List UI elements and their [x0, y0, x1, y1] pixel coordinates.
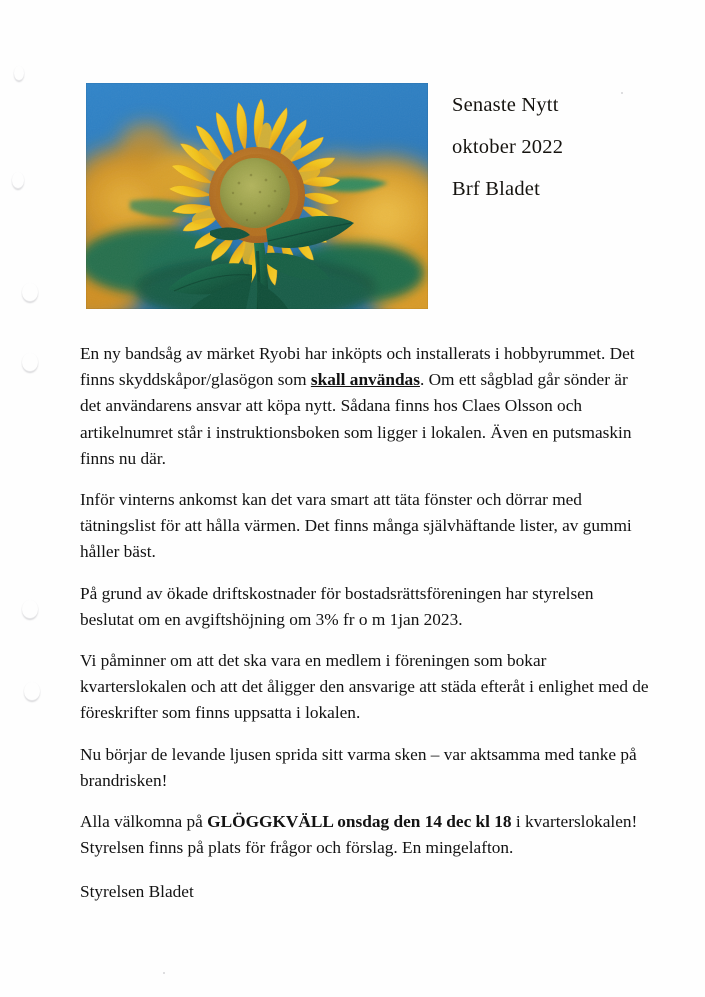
header-line-publication: Brf Bladet: [452, 178, 540, 200]
scan-artifact: [12, 172, 24, 189]
paragraph-candle-fire-safety: Nu börjar de levande ljusen sprida sitt varma sken – var aktsamma med tanke på brandrisken!: [80, 744, 637, 790]
header-line-date: oktober 2022: [452, 136, 564, 158]
paragraph-common-room-booking: Vi påminner om att det ska vara en medlem i föreningen som bokar kvarterslokalen och att det åligger den ansvarige att städa efteråt i enlighet med de föreskrifter som finns uppsatta i lokalen.: [80, 651, 649, 723]
paragraph-gloggkvall-invitation: [80, 809, 650, 861]
emphasis-skall-anvandas: skall användas: [310, 370, 420, 390]
document-header: [452, 84, 692, 210]
paragraph-winter-sealing: Inför vinterns ankomst kan det vara smart att täta fönster och dörrar med tätningslist för att hålla värmen. Det finns många självhäftande lister, av gummi håller bäst.: [80, 490, 632, 562]
scan-artifact: [22, 283, 38, 302]
header-line-title: Senaste Nytt: [452, 94, 559, 116]
scan-artifact: [14, 66, 24, 81]
scan-artifact: [22, 600, 38, 619]
signature-line: Styrelsen Bladet: [80, 882, 194, 902]
sunflower-illustration: [86, 83, 428, 309]
sunflower-photo: [86, 83, 428, 309]
scan-artifact: [24, 682, 40, 701]
scan-speck: [163, 972, 165, 974]
emphasis-gloggkvall-details: GLÖGGKVÄLL onsdag den 14 dec kl 18: [207, 812, 512, 832]
paragraph-bandsaw: [80, 341, 650, 472]
document-body: [80, 341, 650, 906]
scan-artifact: [22, 353, 38, 372]
paragraph-bandsaw-part2: . Om ett sågblad går sönder är det användarens ansvar att köpa nytt. Sådana finns hos Claes Olsson och artikelnumret står i instruktionsboken som ligger i lokalen. Även en putsmaskin finns nu där.: [80, 370, 632, 468]
invitation-part2: i kvarterslokalen! Styrelsen finns på plats för frågor och förslag. En mingelafton.: [80, 812, 638, 858]
paragraph-fee-increase: På grund av ökade driftskostnader för bostadsrättsföreningen har styrelsen beslutat om en avgiftshöjning om 3% fr o m 1jan 2023.: [80, 583, 594, 629]
paragraph-bandsaw-part1: En ny bandsåg av märket Ryobi har inköpts och installerats i hobbyrummet. Det finns skyddskåpor/glasögon som: [80, 344, 635, 390]
invitation-part1: Alla välkomna på: [80, 812, 208, 832]
